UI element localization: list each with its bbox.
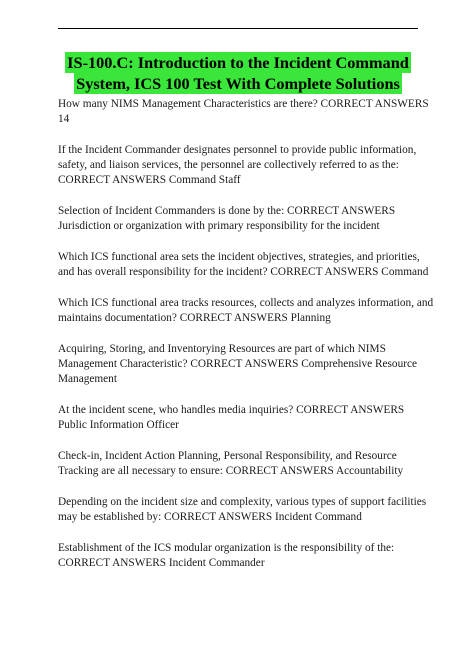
question-answer-item bbox=[58, 296, 438, 326]
qa-text-line: 14 bbox=[58, 113, 70, 125]
qa-text-line: Public Information Officer bbox=[58, 419, 179, 431]
question-answer-item bbox=[58, 449, 438, 479]
qa-text-line: How many NIMS Management Characteristics are there? CORRECT ANSWERS bbox=[58, 98, 429, 110]
qa-text-line: If the Incident Commander designates personnel to provide public information, bbox=[58, 144, 417, 156]
question-answer-item bbox=[58, 97, 438, 127]
question-answer-item bbox=[58, 250, 438, 280]
question-answer-item bbox=[58, 204, 438, 234]
question-answer-item bbox=[58, 495, 438, 525]
qa-text-line: Which ICS functional area tracks resources, collects and analyzes information, and bbox=[58, 297, 434, 309]
document-title bbox=[58, 52, 418, 94]
question-answer-item bbox=[58, 342, 438, 387]
top-rule bbox=[58, 28, 418, 29]
title-line: IS-100.C: Introduction to the Incident Command bbox=[67, 53, 409, 72]
qa-text-line: Management bbox=[58, 373, 117, 385]
qa-text-line: Management Characteristic? CORRECT ANSWERS Comprehensive Resource bbox=[58, 358, 418, 370]
qa-text-line: CORRECT ANSWERS Command Staff bbox=[58, 174, 241, 186]
qa-text-line: Acquiring, Storing, and Inventorying Resources are part of which NIMS bbox=[58, 343, 386, 355]
qa-text-line: may be established by: CORRECT ANSWERS Incident Command bbox=[58, 511, 362, 523]
qa-text-line: Selection of Incident Commanders is done by the: CORRECT ANSWERS bbox=[58, 205, 396, 217]
qa-text-line: Tracking are all necessary to ensure: CORRECT ANSWERS Accountability bbox=[58, 465, 404, 477]
qa-text-line: Establishment of the ICS modular organization is the responsibility of the: bbox=[58, 542, 395, 554]
qa-text-line: Check-in, Incident Action Planning, Personal Responsibility, and Resource bbox=[58, 450, 397, 462]
question-answer-item bbox=[58, 143, 438, 188]
question-answer-item bbox=[58, 541, 438, 571]
qa-text-line: At the incident scene, who handles media inquiries? CORRECT ANSWERS bbox=[58, 404, 405, 416]
qa-text-line: Depending on the incident size and complexity, various types of support facilities bbox=[58, 496, 427, 508]
qa-text-line: and has overall responsibility for the incident? CORRECT ANSWERS Command bbox=[58, 266, 429, 278]
qa-text-line: Which ICS functional area sets the incident objectives, strategies, and priorities, bbox=[58, 251, 420, 263]
question-answer-item bbox=[58, 403, 438, 433]
qa-text-line: safety, and liaison services, the personnel are collectively referred to as the: bbox=[58, 159, 399, 171]
title-line: System, ICS 100 Test With Complete Solutions bbox=[76, 74, 400, 93]
question-answer-list bbox=[58, 97, 438, 587]
qa-text-line: Jurisdiction or organization with primary responsibility for the incident bbox=[58, 220, 380, 232]
qa-text-line: CORRECT ANSWERS Incident Commander bbox=[58, 557, 265, 569]
qa-text-line: maintains documentation? CORRECT ANSWERS Planning bbox=[58, 312, 331, 324]
